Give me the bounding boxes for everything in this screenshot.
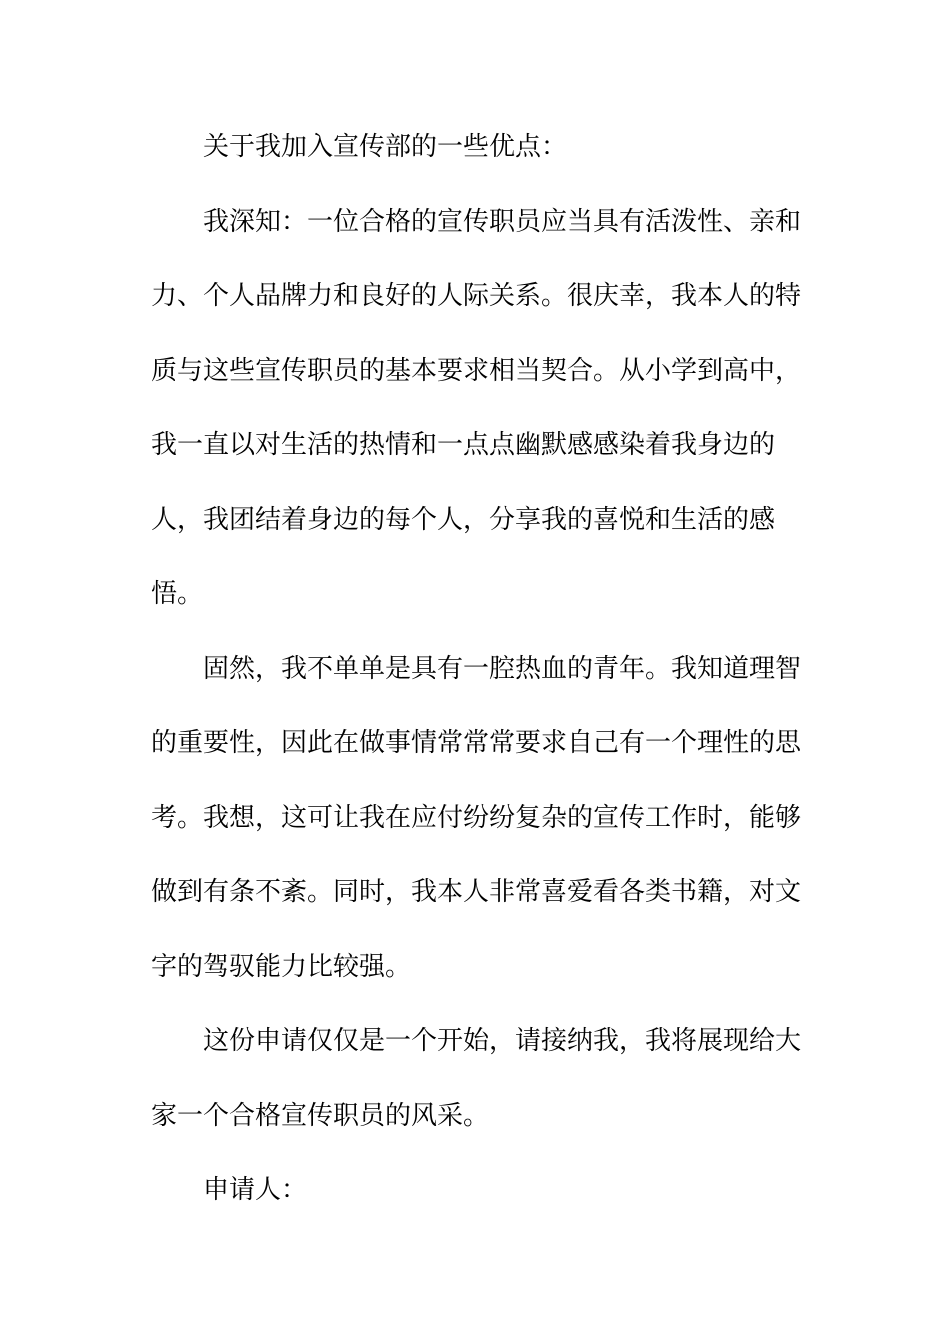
paragraph-2-line-3: 考。我想，这可让我在应付纷纷复杂的宣传工作时，能够 <box>151 802 802 833</box>
paragraph-1-line-2: 力、个人品牌力和良好的人际关系。很庆幸，我本人的特 <box>151 281 802 311</box>
paragraph-1-line-6: 悟。 <box>151 579 204 609</box>
paragraph-2-line-2: 的重要性，因此在做事情常常常要求自己有一个理性的思 <box>151 728 802 758</box>
heading-line: 关于我加入宣传部的一些优点： <box>203 132 568 162</box>
paragraph-3-line-2: 家一个合格宣传职员的风采。 <box>151 1100 490 1131</box>
document-body <box>151 110 802 1228</box>
paragraph-1-line-3: 质与这些宣传职员的基本要求相当契合。从小学到高中， <box>151 355 802 386</box>
applicant-label: 申请人： <box>203 1175 308 1205</box>
paragraph-2-line-4: 做到有条不紊。同时，我本人非常喜爱看各类书籍，对文 <box>151 877 802 907</box>
paragraph-2-line-5: 字的驾驭能力比较强。 <box>151 951 412 982</box>
paragraph-1-line-4: 我一直以对生活的热情和一点点幽默感感染着我身边的 <box>151 430 776 460</box>
paragraph-1-line-5: 人，我团结着身边的每个人，分享我的喜悦和生活的感 <box>151 504 776 535</box>
paragraph-3-line-1: 这份申请仅仅是一个开始，请接纳我，我将展现给大 <box>203 1026 802 1056</box>
paragraph-1-line-1: 我深知：一位合格的宣传职员应当具有活泼性、亲和 <box>203 206 802 237</box>
paragraph-2-line-1: 固然，我不单单是具有一腔热血的青年。我知道理智 <box>203 653 802 684</box>
